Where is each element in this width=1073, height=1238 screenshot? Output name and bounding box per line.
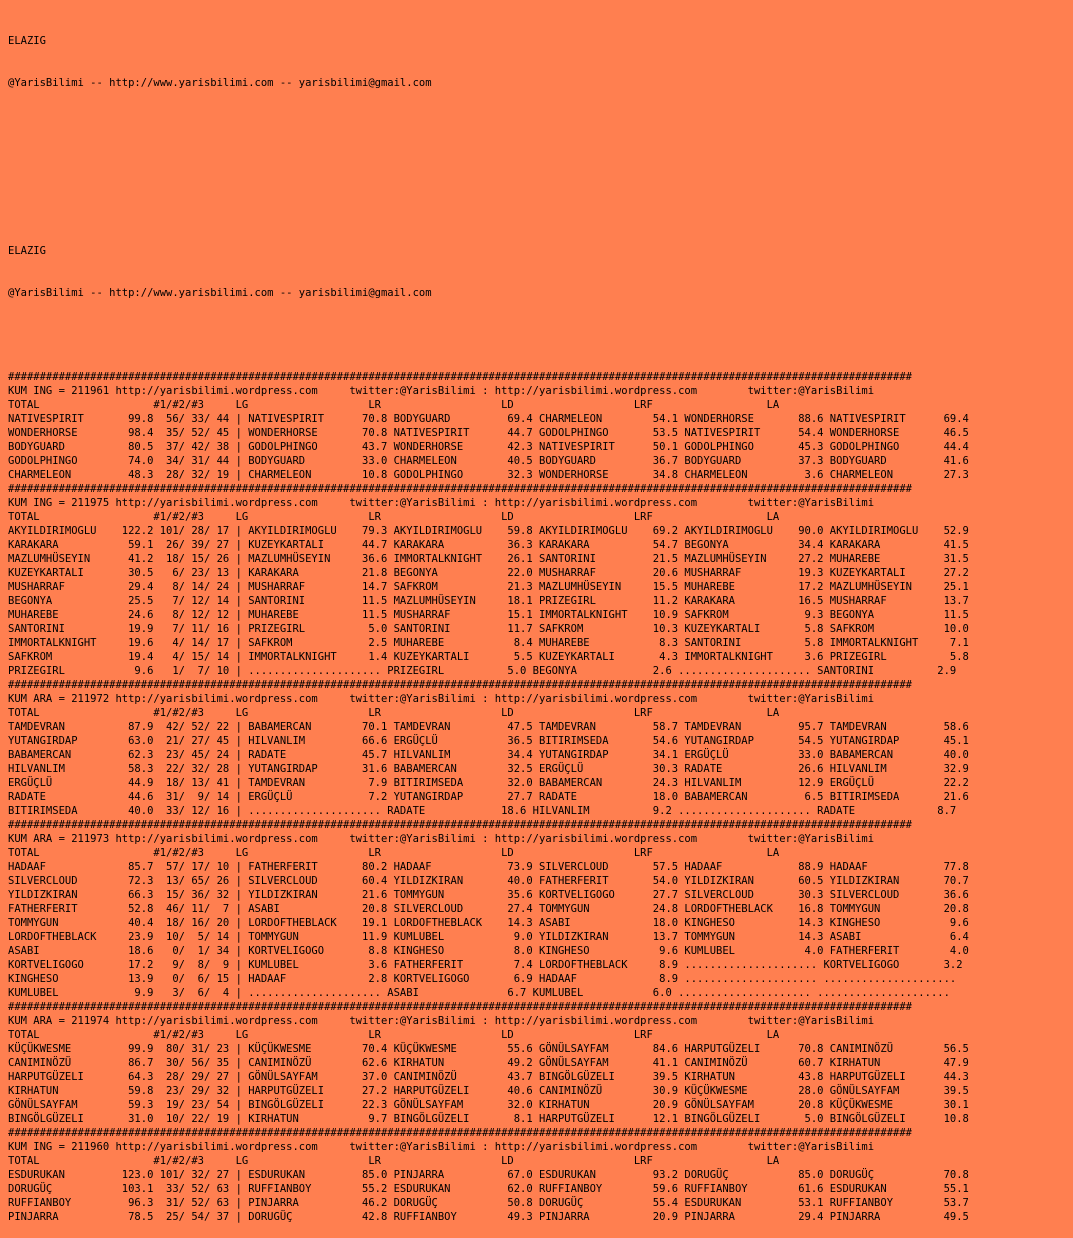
contact-line: @YarisBilimi -- http://www.yarisbilimi.com -- yarisbilimi@gmail.com	[8, 287, 432, 299]
city-heading: ELAZIG	[8, 35, 46, 47]
table-row: NATIVESPIRIT 99.8 56/ 33/ 44 | NATIVESPIRIT 70.8 BODYGUARD 69.4 CHARMELEON 54.1 WONDERHORSE 88.6 NATIVESPIRIT 69.4	[8, 413, 969, 425]
column-headers: TOTAL #1/#2/#3 LG LR LD LRF LA	[8, 1155, 780, 1167]
table-row: ASABI 18.6 0/ 1/ 34 | KORTVELIGOGO 8.8 KINGHESO 8.0 KINGHESO 9.6 KUMLUBEL 4.0 FATHERFERIT 4.0	[8, 945, 969, 957]
table-row: ERGÜÇLÜ 44.9 18/ 13/ 41 | TAMDEVRAN 7.9 BITIRIMSEDA 32.0 BABAMERCAN 24.3 HILVANLIM 12.9 ERGÜÇLÜ 22.2	[8, 777, 969, 789]
race-block	[8, 482, 1065, 678]
table-row: KUMLUBEL 9.9 3/ 6/ 4 | ..................... ASABI 6.7 KUMLUBEL 6.0 ..................... .....................	[8, 987, 950, 999]
city-heading: ELAZIG	[8, 245, 46, 257]
blank-line	[8, 160, 1065, 174]
blank-line	[8, 118, 1065, 132]
column-headers: TOTAL #1/#2/#3 LG LR LD LRF LA	[8, 847, 780, 859]
race-title: KUM ARA = 211973 http://yarisbilimi.wordpress.com twitter:@YarisBilimi : http://yarisbilimi.wordpress.com twitter:@YarisBilimi	[8, 833, 875, 845]
table-row: SAFKROM 19.4 4/ 15/ 14 | IMMORTALKNIGHT 1.4 KUZEYKARTALI 5.5 KUZEYKARTALI 4.3 IMMORTALKNIGHT 3.6 PRIZEGIRL 5.8	[8, 651, 969, 663]
column-headers: TOTAL #1/#2/#3 LG LR LD LRF LA	[8, 707, 780, 719]
table-row: CANIMINÖZÜ 86.7 30/ 56/ 35 | CANIMINÖZÜ 62.6 KIRHATUN 49.2 GÖNÜLSAYFAM 41.1 CANIMINÖZÜ 60.7 KIRHATUN 47.9	[8, 1057, 969, 1069]
table-row: YILDIZKIRAN 66.3 15/ 36/ 32 | YILDIZKIRAN 21.6 TOMMYGUN 35.6 KORTVELIGOGO 27.7 SILVERCLOUD 30.3 SILVERCLOUD 36.6	[8, 889, 969, 901]
table-row: BINGÖLGÜZELI 31.0 10/ 22/ 19 | KIRHATUN 9.7 BINGÖLGÜZELI 8.1 HARPUTGÜZELI 12.1 BINGÖLGÜZELI 5.0 BINGÖLGÜZELI 10.8	[8, 1113, 969, 1125]
separator-line: ###############################################################################################################################################	[8, 819, 912, 831]
table-row: LORDOFTHEBLACK 23.9 10/ 5/ 14 | TOMMYGUN 11.9 KUMLUBEL 9.0 YILDIZKIRAN 13.7 TOMMYGUN 14.3 ASABI 6.4	[8, 931, 969, 943]
table-row: KUZEYKARTALI 30.5 6/ 23/ 13 | KARAKARA 21.8 BEGONYA 22.0 MUSHARRAF 20.6 MUSHARRAF 19.3 KUZEYKARTALI 27.2	[8, 567, 969, 579]
table-row: BEGONYA 25.5 7/ 12/ 14 | SANTORINI 11.5 MAZLUMHÜSEYIN 18.1 PRIZEGIRL 11.2 KARAKARA 16.5 MUSHARRAF 13.7	[8, 595, 969, 607]
table-row: MUSHARRAF 29.4 8/ 14/ 24 | MUSHARRAF 14.7 SAFKROM 21.3 MAZLUMHÜSEYIN 15.5 MUHAREBE 17.2 MAZLUMHÜSEYIN 25.1	[8, 581, 969, 593]
table-row: CHARMELEON 48.3 28/ 32/ 19 | CHARMELEON 10.8 GODOLPHINGO 32.3 WONDERHORSE 34.8 CHARMELEON 3.6 CHARMELEON 27.3	[8, 469, 969, 481]
table-row: WONDERHORSE 98.4 35/ 52/ 45 | WONDERHORSE 70.8 NATIVESPIRIT 44.7 GODOLPHINGO 53.5 NATIVESPIRIT 54.4 WONDERHORSE 46.5	[8, 427, 969, 439]
contact-line: @YarisBilimi -- http://www.yarisbilimi.com -- yarisbilimi@gmail.com	[8, 77, 432, 89]
race-block	[8, 370, 1065, 482]
separator-line: ###############################################################################################################################################	[8, 1001, 912, 1013]
table-row: PRIZEGIRL 9.6 1/ 7/ 10 | ..................... PRIZEGIRL 5.0 BEGONYA 2.6 ..................... SANTORINI 2.9	[8, 665, 957, 677]
table-row: YUTANGIRDAP 63.0 21/ 27/ 45 | HILVANLIM 66.6 ERGÜÇLÜ 36.5 BITIRIMSEDA 54.6 YUTANGIRDAP 54.5 YUTANGIRDAP 45.1	[8, 735, 969, 747]
race-tables	[8, 370, 1065, 1224]
table-row: HARPUTGÜZELI 64.3 28/ 29/ 27 | GÖNÜLSAYFAM 37.0 CANIMINÖZÜ 43.7 BINGÖLGÜZELI 39.5 KIRHATUN 43.8 HARPUTGÜZELI 44.3	[8, 1071, 969, 1083]
table-row: BODYGUARD 80.5 37/ 42/ 38 | GODOLPHINGO 43.7 WONDERHORSE 42.3 NATIVESPIRIT 50.1 GODOLPHINGO 45.3 GODOLPHINGO 44.4	[8, 441, 969, 453]
race-title: KUM ING = 211960 http://yarisbilimi.wordpress.com twitter:@YarisBilimi : http://yarisbilimi.wordpress.com twitter:@YarisBilimi	[8, 1141, 875, 1153]
race-title: KUM ING = 211961 http://yarisbilimi.wordpress.com twitter:@YarisBilimi : http://yarisbilimi.wordpress.com twitter:@YarisBilimi	[8, 385, 875, 397]
race-title: KUM ING = 211975 http://yarisbilimi.wordpress.com twitter:@YarisBilimi : http://yarisbilimi.wordpress.com twitter:@YarisBilimi	[8, 497, 875, 509]
table-row: GÖNÜLSAYFAM 59.3 19/ 23/ 54 | BINGÖLGÜZELI 22.3 GÖNÜLSAYFAM 32.0 KIRHATUN 20.9 GÖNÜLSAYFAM 20.8 KÜÇÜKWESME 30.1	[8, 1099, 969, 1111]
column-headers: TOTAL #1/#2/#3 LG LR LD LRF LA	[8, 511, 780, 523]
table-row: MAZLUMHÜSEYIN 41.2 18/ 15/ 26 | MAZLUMHÜSEYIN 36.6 IMMORTALKNIGHT 26.1 SANTORINI 21.5 MAZLUMHÜSEYIN 27.2 MUHAREBE 31.5	[8, 553, 969, 565]
blank-line	[8, 328, 1065, 342]
table-row: GODOLPHINGO 74.0 34/ 31/ 44 | BODYGUARD 33.0 CHARMELEON 40.5 BODYGUARD 36.7 BODYGUARD 37.3 BODYGUARD 41.6	[8, 455, 969, 467]
separator-line: ###############################################################################################################################################	[8, 483, 912, 495]
table-row: HADAAF 85.7 57/ 17/ 10 | FATHERFERIT 80.2 HADAAF 73.9 SILVERCLOUD 57.5 HADAAF 88.9 HADAAF 77.8	[8, 861, 969, 873]
table-row: KORTVELIGOGO 17.2 9/ 8/ 9 | KUMLUBEL 3.6 FATHERFERIT 7.4 LORDOFTHEBLACK 8.9 ..................... KORTVELIGOGO 3.2	[8, 959, 963, 971]
table-row: MUHAREBE 24.6 8/ 12/ 12 | MUHAREBE 11.5 MUSHARRAF 15.1 IMMORTALKNIGHT 10.9 SAFKROM 9.3 BEGONYA 11.5	[8, 609, 969, 621]
blank-line	[8, 202, 1065, 216]
race-block	[8, 1000, 1065, 1126]
table-row: DORUGÜÇ 103.1 33/ 52/ 63 | RUFFIANBOY 55.2 ESDURUKAN 62.0 RUFFIANBOY 59.6 RUFFIANBOY 61.6 ESDURUKAN 55.1	[8, 1183, 969, 1195]
table-row: KINGHESO 13.9 0/ 6/ 15 | HADAAF 2.8 KORTVELIGOGO 6.9 HADAAF 8.9 ..................... .....................	[8, 973, 957, 985]
table-row: KÜÇÜKWESME 99.9 80/ 31/ 23 | KÜÇÜKWESME 70.4 KÜÇÜKWESME 55.6 GÖNÜLSAYFAM 84.6 HARPUTGÜZELI 70.8 CANIMINÖZÜ 56.5	[8, 1043, 969, 1055]
table-row: RADATE 44.6 31/ 9/ 14 | ERGÜÇLÜ 7.2 YUTANGIRDAP 27.7 RADATE 18.0 BABAMERCAN 6.5 BITIRIMSEDA 21.6	[8, 791, 969, 803]
table-row: BABAMERCAN 62.3 23/ 45/ 24 | RADATE 45.7 HILVANLIM 34.4 YUTANGIRDAP 34.1 ERGÜÇLÜ 33.0 BABAMERCAN 40.0	[8, 749, 969, 761]
table-row: BITIRIMSEDA 40.0 33/ 12/ 16 | ..................... RADATE 18.6 HILVANLIM 9.2 ..................... RADATE 8.7	[8, 805, 957, 817]
race-block	[8, 818, 1065, 1000]
table-row: SILVERCLOUD 72.3 13/ 65/ 26 | SILVERCLOUD 60.4 YILDIZKIRAN 40.0 FATHERFERIT 54.0 YILDIZKIRAN 60.5 YILDIZKIRAN 70.7	[8, 875, 969, 887]
column-headers: TOTAL #1/#2/#3 LG LR LD LRF LA	[8, 1029, 780, 1041]
table-row: ESDURUKAN 123.0 101/ 32/ 27 | ESDURUKAN 85.0 PINJARRA 67.0 ESDURUKAN 93.2 DORUGÜÇ 85.0 DORUGÜÇ 70.8	[8, 1169, 969, 1181]
table-row: PINJARRA 78.5 25/ 54/ 37 | DORUGÜÇ 42.8 RUFFIANBOY 49.3 PINJARRA 20.9 PINJARRA 29.4 PINJARRA 49.5	[8, 1211, 969, 1223]
race-title: KUM ARA = 211972 http://yarisbilimi.wordpress.com twitter:@YarisBilimi : http://yarisbilimi.wordpress.com twitter:@YarisBilimi	[8, 693, 875, 705]
table-row: HILVANLIM 58.3 22/ 32/ 28 | YUTANGIRDAP 31.6 BABAMERCAN 32.5 ERGÜÇLÜ 30.3 RADATE 26.6 HILVANLIM 32.9	[8, 763, 969, 775]
table-row: SANTORINI 19.9 7/ 11/ 16 | PRIZEGIRL 5.0 SANTORINI 11.7 SAFKROM 10.3 KUZEYKARTALI 5.8 SAFKROM 10.0	[8, 623, 969, 635]
table-row: TAMDEVRAN 87.9 42/ 52/ 22 | BABAMERCAN 70.1 TAMDEVRAN 47.5 TAMDEVRAN 58.7 TAMDEVRAN 95.7 TAMDEVRAN 58.6	[8, 721, 969, 733]
race-block	[8, 1126, 1065, 1224]
race-block	[8, 678, 1065, 818]
table-row: AKYILDIRIMOGLU 122.2 101/ 28/ 17 | AKYILDIRIMOGLU 79.3 AKYILDIRIMOGLU 59.8 AKYILDIRIMOGLU 69.2 AKYILDIRIMOGLU 90.0 AKYILDIRIMOGLU 52.9	[8, 525, 969, 537]
separator-line: ###############################################################################################################################################	[8, 371, 912, 383]
separator-line: ###############################################################################################################################################	[8, 679, 912, 691]
table-row: TOMMYGUN 40.4 18/ 16/ 20 | LORDOFTHEBLACK 19.1 LORDOFTHEBLACK 14.3 ASABI 18.0 KINGHESO 14.3 KINGHESO 9.6	[8, 917, 969, 929]
table-row: IMMORTALKNIGHT 19.6 4/ 14/ 17 | SAFKROM 2.5 MUHAREBE 8.4 MUHAREBE 8.3 SANTORINI 5.8 IMMORTALKNIGHT 7.1	[8, 637, 969, 649]
table-row: KIRHATUN 59.8 23/ 29/ 32 | HARPUTGÜZELI 27.2 HARPUTGÜZELI 40.6 CANIMINÖZÜ 30.9 KÜÇÜKWESME 28.0 GÖNÜLSAYFAM 39.5	[8, 1085, 969, 1097]
race-title: KUM ARA = 211974 http://yarisbilimi.wordpress.com twitter:@YarisBilimi : http://yarisbilimi.wordpress.com twitter:@YarisBilimi	[8, 1015, 875, 1027]
separator-line: ###############################################################################################################################################	[8, 1127, 912, 1139]
table-row: KARAKARA 59.1 26/ 39/ 27 | KUZEYKARTALI 44.7 KARAKARA 36.3 KARAKARA 54.7 BEGONYA 34.4 KARAKARA 41.5	[8, 539, 969, 551]
column-headers: TOTAL #1/#2/#3 LG LR LD LRF LA	[8, 399, 780, 411]
table-row: RUFFIANBOY 96.3 31/ 52/ 63 | PINJARRA 46.2 DORUGÜÇ 50.8 DORUGÜÇ 55.4 ESDURUKAN 53.1 RUFFIANBOY 53.7	[8, 1197, 969, 1209]
table-row: FATHERFERIT 52.8 46/ 11/ 7 | ASABI 20.8 SILVERCLOUD 27.4 TOMMYGUN 24.8 LORDOFTHEBLACK 16.8 TOMMYGUN 20.8	[8, 903, 969, 915]
